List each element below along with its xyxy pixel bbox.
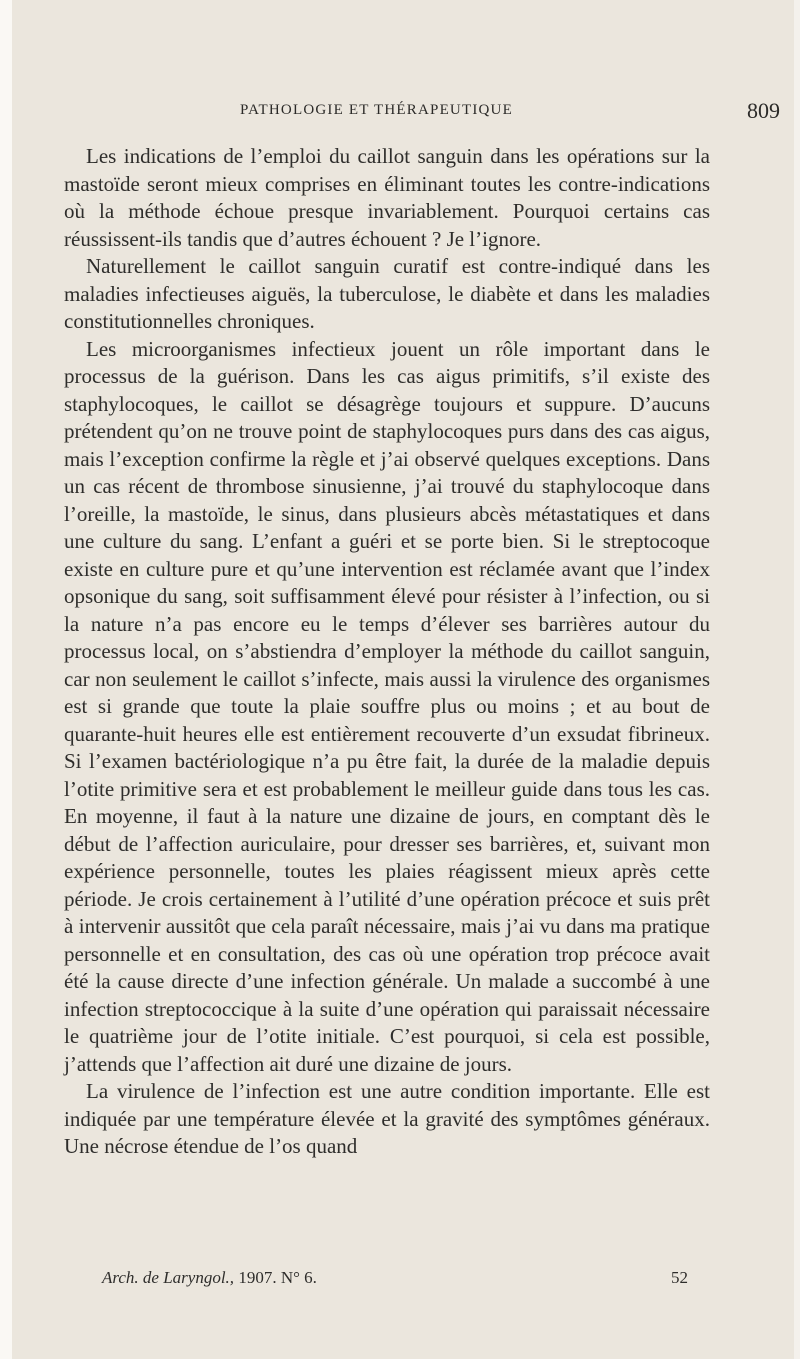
paragraph-virulence: La virulence de l’infection est une autre condition importante. Elle est indiquée par une température élevée et la gravité des symptômes généraux. Une nécrose étendue de l’os quand <box>64 1079 710 1158</box>
running-title: PATHOLOGIE ET THÉRAPEUTIQUE <box>240 102 513 118</box>
paragraph-contre-indications: Naturellement le caillot sanguin curatif est contre-indiqué dans les maladies infectieuses aiguës, la tuberculose, le diabète et dans les maladies constitutionnelles chroniques. <box>64 254 710 333</box>
journal-issue: 1907. N° 6. <box>234 1268 317 1287</box>
paragraph-indications: Les indications de l’emploi du caillot sanguin dans les opérations sur la mastoïde seront mieux comprises en éliminant toutes les contre-indications où la méthode échoue presque invariablement. Pourquoi certains cas réussissent-ils tandis que d’autres échouent ? Je l’ignore. <box>64 144 710 251</box>
paragraph-microorganismes: Les microorganismes infectieux jouent un rôle important dans le processus de la guérison. Dans les cas aigus primitifs, s’il existe des staphylocoques, le caillot se désagrège toujours et suppure. D’aucuns prétendent qu’on ne trouve point de staphylocoques purs dans des cas aigus, mais l’exception confirme la règle et j’ai observé quelques exceptions. Dans un cas récent de thrombose sinusienne, j’ai trouvé du staphylocoque dans l’oreille, la mastoïde, le sinus, dans plusieurs abcès métastatiques et dans une culture du sang. L’enfant a guéri et se porte bien. Si le streptocoque existe en culture pure et qu’une intervention est réclamée avant que l’index opsonique du sang, soit suffisamment élevé pour résister à l’infection, ou si la nature n’a pas encore eu le temps d’élever ses barrières autour du processus local, on s’abstiendra d’employer la méthode du caillot sanguin, car non seulement le caillot s’infecte, mais aussi la virulence des organismes est si grande que toute la plaie souffre plus ou moins ; et au bout de quarante-huit heures elle est entièrement recouverte d’un exsudat fibrineux. Si l’examen bactériologique n’a pu être fait, la durée de la maladie depuis l’otite primitive sera et est probablement le meilleur guide dans tous les cas. En moyenne, il faut à la nature une dizaine de jours, en comptant dès le début de l’affection auriculaire, pour dresser ses barrières, et, suivant mon expérience personnelle, toutes les plaies réagissent mieux après cette période. Je crois certainement à l’utilité d’une opération précoce et suis prêt à intervenir aussitôt que cela paraît nécessaire, mais j’ai vu dans ma pratique personnelle et en consultation, des cas où une opération trop précoce avait été la cause directe d’une infection générale. Un malade a succombé à une infection streptococcique à la suite d’une opération qui paraissait nécessaire le quatrième jour de l’otite initiale. C’est pourquoi, si cela est possible, j’attends que l’affection ait duré une dizaine de jours. <box>64 336 710 1076</box>
body-text <box>64 143 710 1161</box>
journal-reference <box>102 1268 317 1288</box>
journal-name: Arch. de Laryngol., <box>102 1268 235 1287</box>
sheet-number: 52 <box>671 1268 688 1287</box>
running-header <box>70 98 780 124</box>
page-number: 809 <box>747 98 780 123</box>
page-footer <box>64 1268 710 1292</box>
